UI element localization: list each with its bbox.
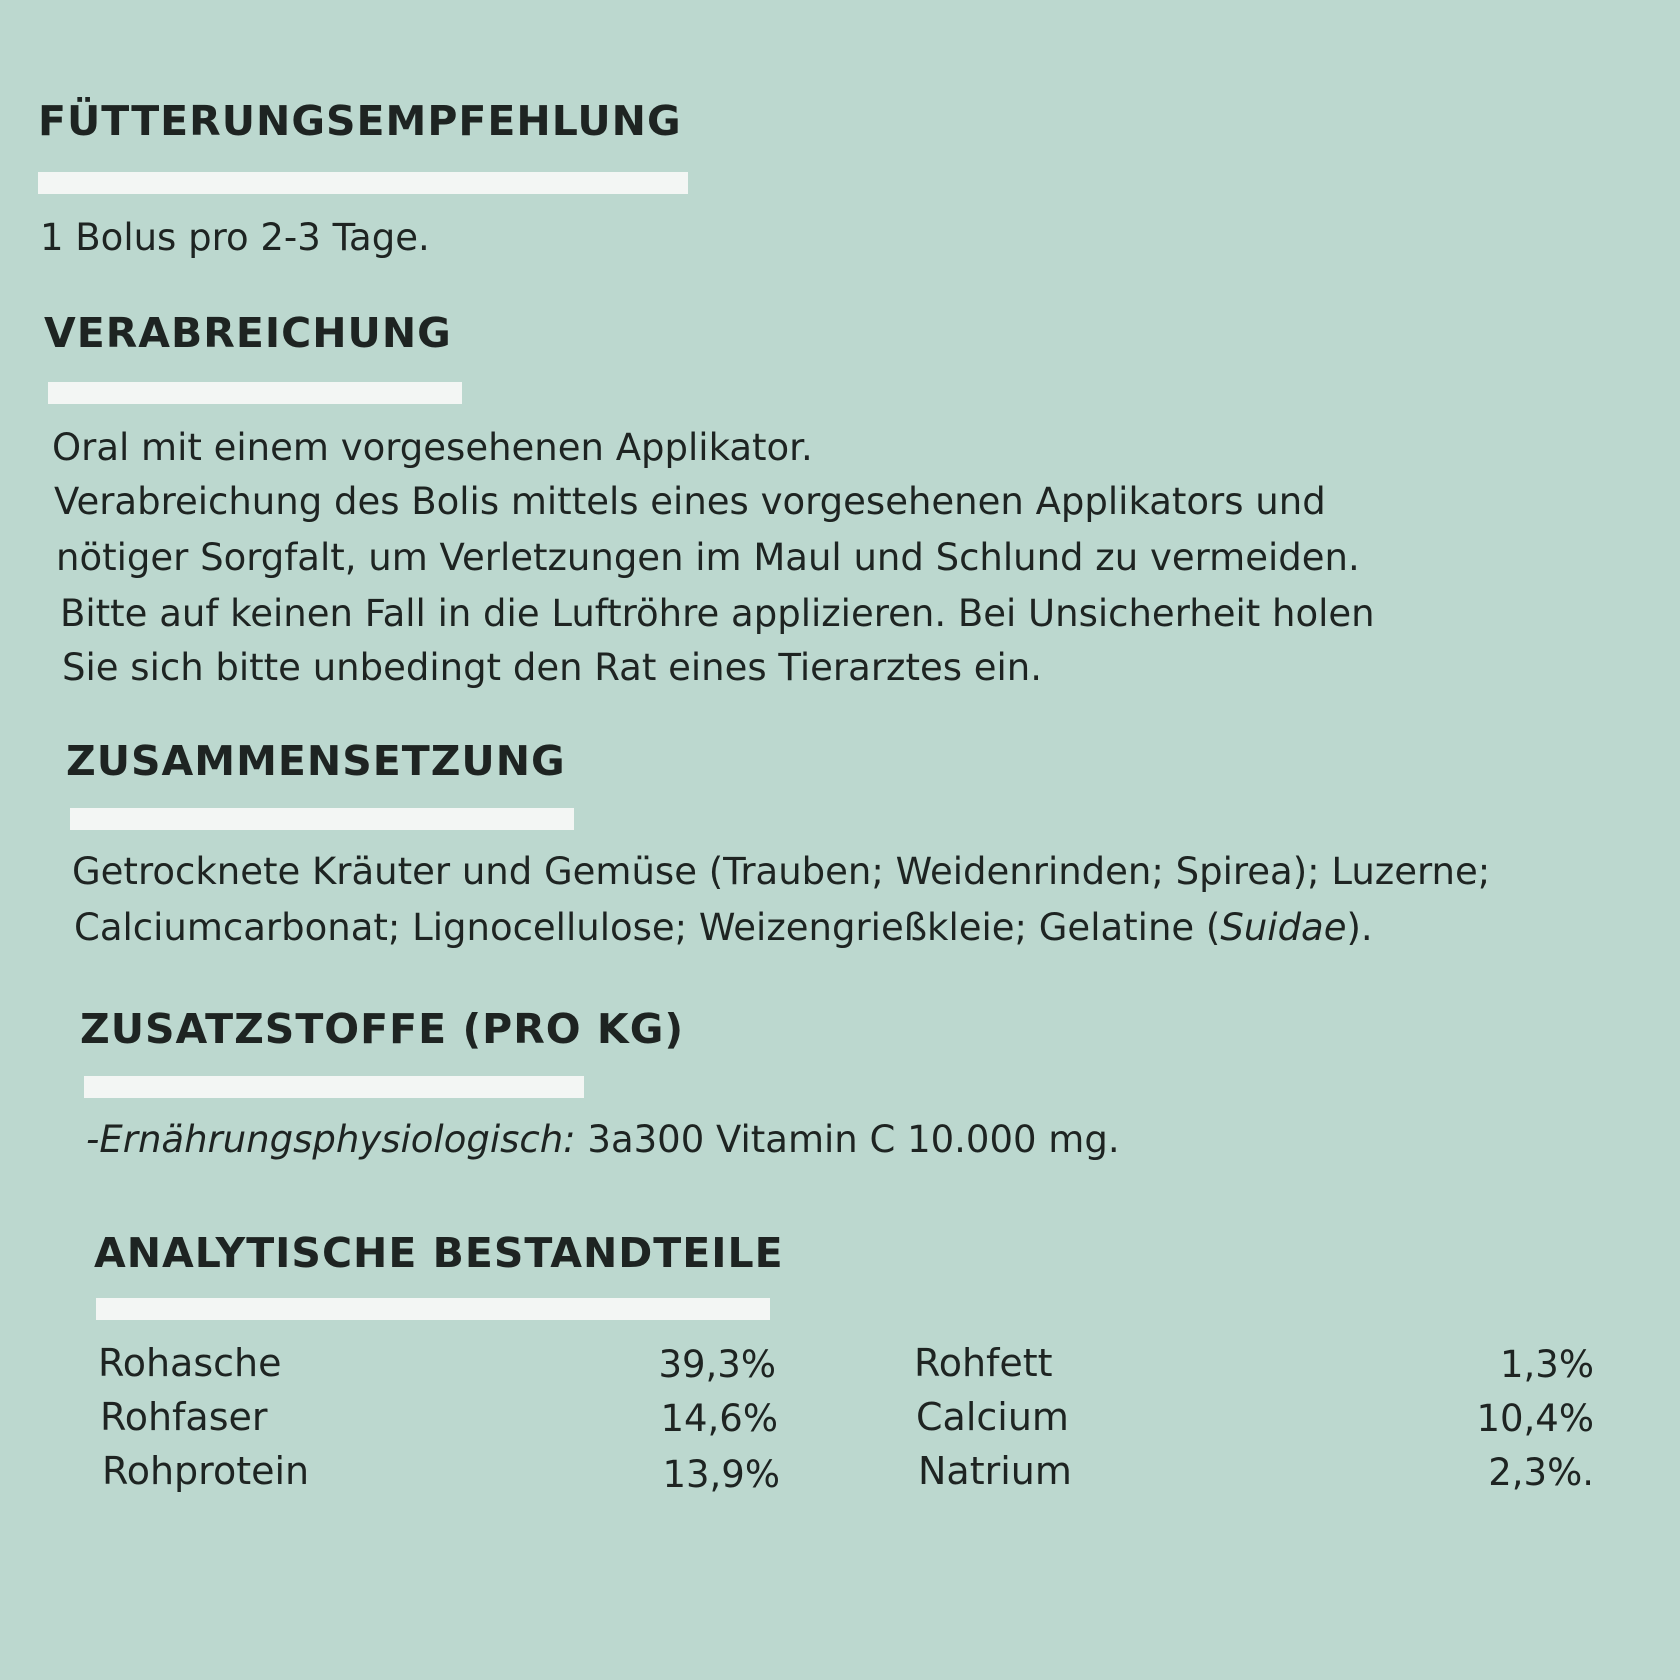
administration-line-2: Verabreichung des Bolis mittels eines vorgesehenen Applikators und (54, 480, 1326, 523)
administration-line-5: Sie sich bitte unbedingt den Rat eines Tierarztes ein. (62, 646, 1043, 689)
additives-heading-underline (84, 1076, 584, 1098)
analytical-left-value-1: 39,3% (658, 1343, 776, 1386)
composition-line-2 (74, 900, 1373, 956)
composition-line-1: Getrocknete Kräuter und Gemüse (Trauben; Weidenrinden; Spirea); Luzerne; (72, 850, 1491, 893)
administration-heading: VERABREICHUNG (44, 309, 452, 357)
administration-heading-underline (48, 382, 462, 404)
analytical-right-name-2: Calcium (916, 1395, 1069, 1439)
analytical-heading-underline (96, 1298, 770, 1320)
composition-suidae: Suidae (1220, 906, 1347, 949)
analytical-left-value-2: 14,6% (660, 1397, 778, 1440)
administration-line-1: Oral mit einem vorgesehenen Applikator. (52, 426, 813, 469)
additives-value: 3a300 Vitamin C 10.000 mg. (575, 1118, 1120, 1161)
analytical-heading: ANALYTISCHE BESTANDTEILE (94, 1229, 784, 1277)
analytical-right-value-3: 2,3%. (1488, 1451, 1594, 1494)
composition-line-2-text: Calciumcarbonat; Lignocellulose; Weizengrießkleie; Gelatine ( (74, 906, 1221, 949)
analytical-left-value-3: 13,9% (662, 1453, 780, 1496)
analytical-left-name-1: Rohasche (98, 1341, 282, 1385)
analytical-right-value-2: 10,4% (1476, 1397, 1594, 1440)
administration-line-4: Bitte auf keinen Fall in die Luftröhre applizieren. Bei Unsicherheit holen (60, 592, 1375, 635)
feeding-heading-underline (38, 172, 688, 194)
analytical-right-value-1: 1,3% (1500, 1343, 1594, 1386)
composition-line-2-end: ). (1346, 906, 1373, 949)
analytical-left-name-3: Rohprotein (102, 1449, 310, 1493)
analytical-left-name-2: Rohfaser (100, 1395, 268, 1439)
analytical-right-name-3: Natrium (918, 1449, 1072, 1493)
analytical-right-name-1: Rohfett (914, 1341, 1053, 1385)
composition-heading: ZUSAMMENSETZUNG (66, 737, 566, 785)
administration-line-3: nötiger Sorgfalt, um Verletzungen im Maul und Schlund zu vermeiden. (56, 536, 1360, 579)
feeding-text: 1 Bolus pro 2-3 Tage. (40, 216, 430, 259)
composition-heading-underline (70, 808, 574, 830)
additives-category: -Ernährungsphysiologisch: (86, 1118, 576, 1161)
additives-text (86, 1112, 1120, 1168)
feeding-heading: FÜTTERUNGSEMPFEHLUNG (38, 97, 682, 145)
additives-heading: ZUSATZSTOFFE (PRO KG) (80, 1005, 685, 1053)
